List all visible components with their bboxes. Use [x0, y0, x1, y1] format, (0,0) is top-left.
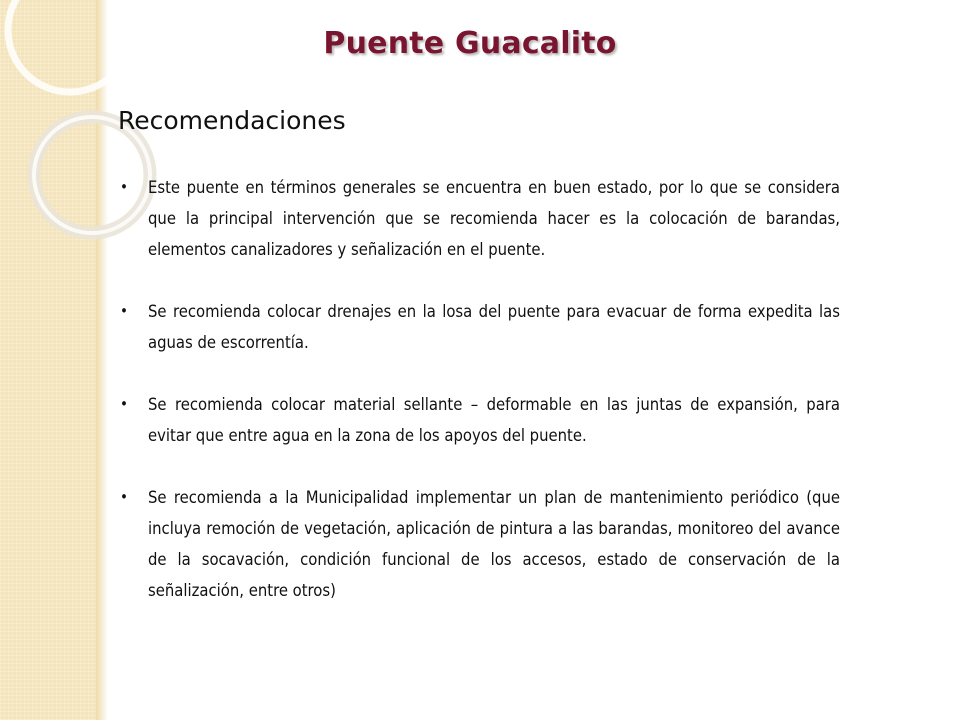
recommendation-list	[118, 172, 840, 637]
recommendation-text: Este puente en términos generales se encuentra en buen estado, por lo que se considera que la principal intervención que se recomienda hacer es la colocación de barandas, elementos canalizadores y señalización en el puente.	[148, 178, 840, 259]
recommendation-item	[118, 389, 840, 451]
bullet-dot-icon: •	[120, 488, 128, 506]
bullet-dot-icon: •	[120, 302, 128, 320]
recommendation-text: Se recomienda colocar drenajes en la losa del puente para evacuar de forma expedita las aguas de escorrentía.	[148, 302, 840, 352]
recommendation-item	[118, 296, 840, 358]
recommendation-item	[118, 172, 840, 265]
slide-title: Puente Guacalito	[323, 26, 617, 61]
recommendation-item	[118, 482, 840, 606]
slide-subtitle: Recomendaciones	[118, 106, 346, 135]
recommendation-text: Se recomienda colocar material sellante – deformable en las juntas de expansión, para evitar que entre agua en la zona de los apoyos del puente.	[148, 395, 840, 445]
recommendation-text: Se recomienda a la Municipalidad implementar un plan de mantenimiento periódico (que incluya remoción de vegetación, aplicación de pintura a las barandas, monitoreo del avance de la socavación, condición funcional de los accesos, estado de conservación de la señalización, entre otros)	[148, 488, 840, 600]
bullet-dot-icon: •	[120, 178, 128, 196]
bullet-dot-icon: •	[120, 395, 128, 413]
